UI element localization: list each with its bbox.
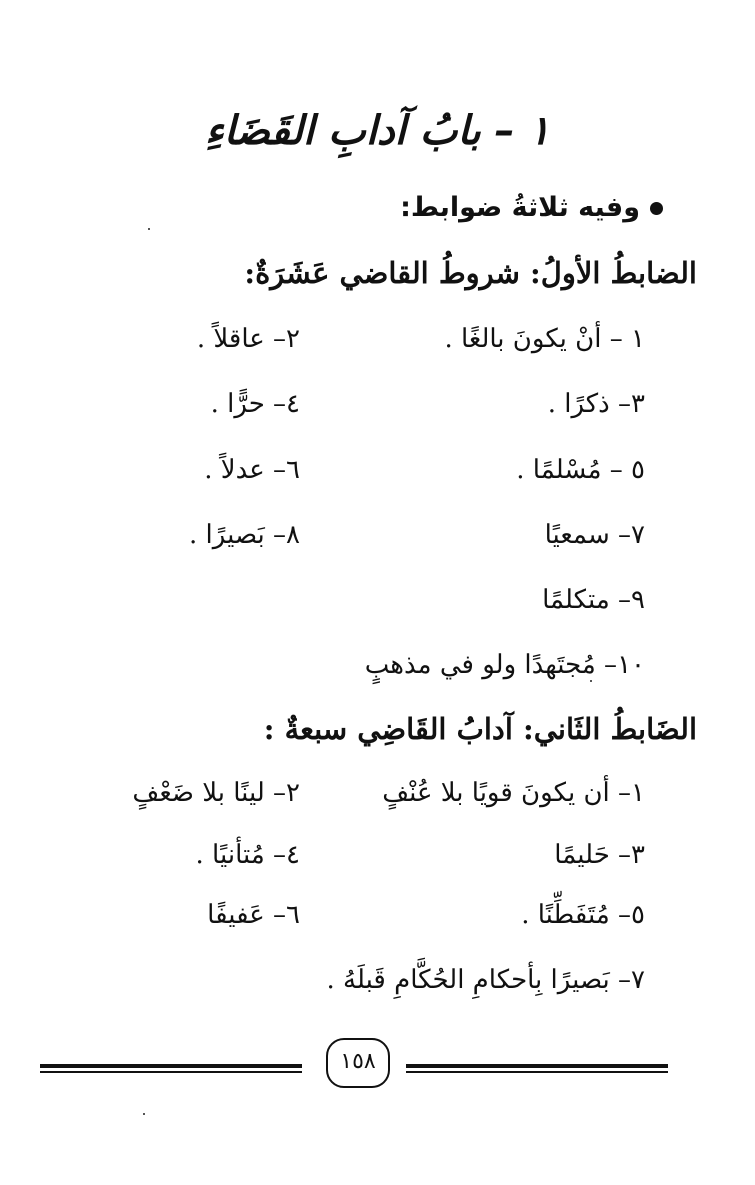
section2-item-3: ٣– حَليمًا [554,840,645,870]
section1-item-8: ٨– بَصيرًا . [189,520,300,550]
section1-item-10: ١٠– مُجتَهدًا ولو في مذهبٍ [364,650,645,680]
section1-item-3: ٣– ذكرًا . [547,389,645,419]
section1-item-6: ٦– عدلاً . [204,455,300,485]
section2-item-2: ٢– لينًا بلا ضَعْفٍ [132,778,300,808]
speck [148,228,150,230]
section2-item-1: ١– أن يكونَ قويًا بلا عُنْفٍ [382,778,645,808]
footer-rule-left [40,1064,302,1073]
speck [143,1113,145,1115]
section1-item-7: ٧– سمعيًا [544,520,645,550]
bullet-icon [650,202,663,215]
speck [590,680,592,682]
page-number: ١٥٨ [326,1038,390,1088]
chapter-title: ١ – بابُ آدابِ القَضَاءِ [204,108,551,154]
section1-item-9: ٩– متكلمًا [542,585,645,615]
section1-item-5: ٥ – مُسْلمًا . [516,455,645,485]
section1-heading: الضابطُ الأولُ: شروطُ القاضي عَشَرَةٌ: [244,256,697,290]
section2-item-7: ٧– بَصيرًا بِأحكامِ الحُكَّامِ قَبلَهُ . [326,965,645,995]
section2-heading: الضَابطُ الثَاني: آدابُ القَاضِي سبعةٌ : [263,712,697,746]
section2-item-5: ٥– مُتَفَطِّنًا . [521,900,645,930]
section2-item-6: ٦– عَفيفًا [207,900,300,930]
section1-item-1: ١ – أنْ يكونَ بالغًا . [444,324,645,354]
intro-text: وفيه ثلاثةُ ضوابط: [400,192,640,223]
footer-rule-right [406,1064,668,1073]
section1-item-2: ٢– عاقلاً . [196,324,300,354]
section2-item-4: ٤– مُتأنيًا . [195,840,300,870]
intro-line [400,192,663,223]
section1-item-4: ٤– حرًّا . [210,389,300,419]
